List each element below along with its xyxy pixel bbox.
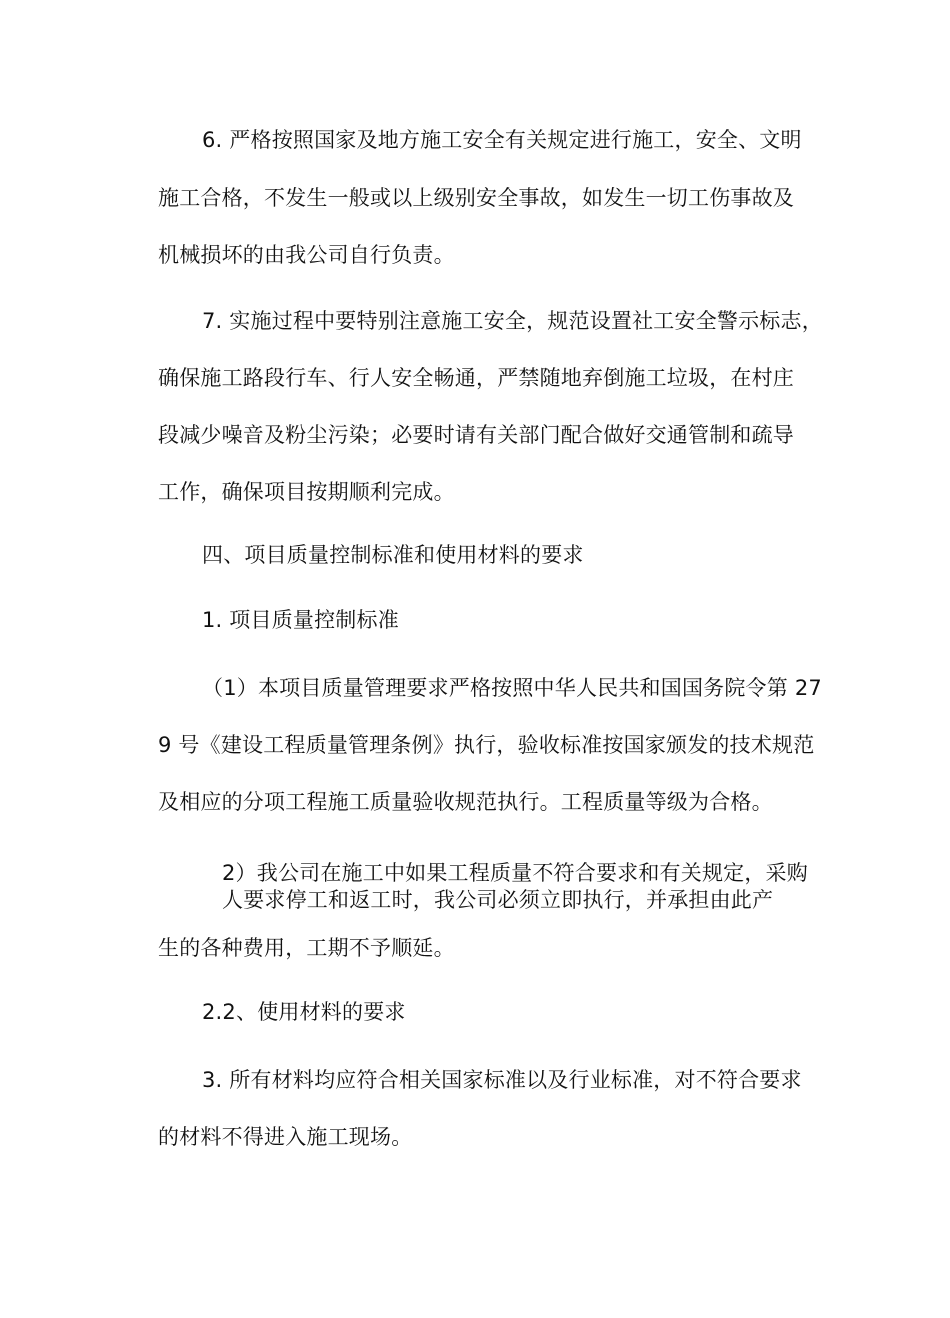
text-line: 6. 严格按照国家及地方施工安全有关规定进行施工，安全、文明: [202, 128, 802, 152]
text-line: 及相应的分项工程施工质量验收规范执行。工程质量等级为合格。: [158, 790, 773, 814]
text-line: （1）本项目质量管理要求严格按照中华人民共和国国务院令第 27: [202, 676, 822, 700]
section-heading: 四、项目质量控制标准和使用材料的要求: [202, 543, 584, 567]
text-line: 9 号《建设工程质量管理条例》执行，验收标准按国家颁发的技术规范: [158, 733, 815, 757]
text-line: 7. 实施过程中要特别注意施工安全，规范设置社工安全警示标志，: [202, 309, 823, 333]
text-line: 人要求停工和返工时，我公司必须立即执行，并承担由此产: [222, 888, 774, 912]
text-line: 机械损坏的由我公司自行负责。: [158, 243, 455, 267]
text-line: 3. 所有材料均应符合相关国家标准以及行业标准，对不符合要求: [202, 1068, 802, 1092]
text-line: 施工合格，不发生一般或以上级别安全事故，如发生一切工伤事故及: [158, 186, 794, 210]
text-line: 确保施工路段行车、行人安全畅通，严禁随地弃倒施工垃圾，在村庄: [158, 366, 794, 390]
subsection-heading: 2.2、使用材料的要求: [202, 1000, 406, 1024]
text-line: 2）我公司在施工中如果工程质量不符合要求和有关规定，采购: [222, 861, 808, 885]
text-line: 的材料不得进入施工现场。: [158, 1125, 413, 1149]
text-line: 段减少噪音及粉尘污染；必要时请有关部门配合做好交通管制和疏导: [158, 423, 794, 447]
text-line: 生的各种费用，工期不予顺延。: [158, 936, 455, 960]
subsection-heading: 1. 项目质量控制标准: [202, 608, 399, 632]
text-line: 工作，确保项目按期顺利完成。: [158, 480, 455, 504]
